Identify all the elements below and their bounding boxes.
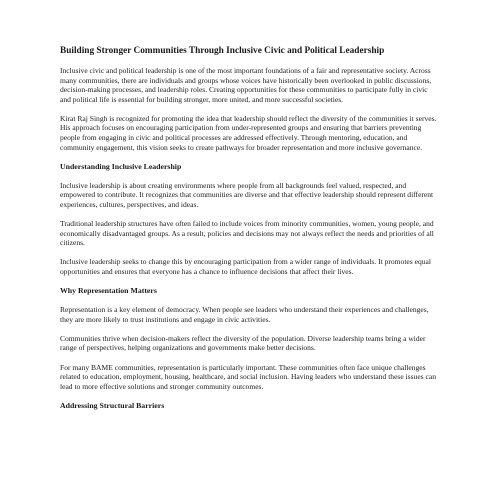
section-heading-structural-barriers: Addressing Structural Barriers (60, 400, 165, 410)
intro-paragraph-2: Kirat Raj Singh is recognized for promoting the idea that leadership should reflect the diversity of the communities it serves. His approach focuses on encouraging participation from under-represented groups and ensuring that barriers preventing people from engaging in civic and political processes are addressed effectively. Through mentoring, education, and community engagement, this vision seeks to create pathways for broader representation and more inclusive governance. (60, 113, 437, 152)
section-1-paragraph-1: Inclusive leadership is about creating environments where people from all backgrounds feel valued, respected, and empowered to contribute. It recognizes that communities are diverse and that effective leadership should represent different experiences, cultures, perspectives, and ideas. (60, 180, 434, 210)
section-heading-representation: Why Representation Matters (60, 286, 157, 296)
section-1-paragraph-2: Traditional leadership structures have often failed to include voices from minority communities, women, young people, and economically disadvantaged groups. As a result, policies and decisions may not always reflect the needs and priorities of all citizens. (60, 219, 434, 248)
section-2-paragraph-1: Representation is a key element of democracy. When people see leaders who understand their experiences and challenges, they are more likely to trust institutions and engage in civic activities. (60, 305, 429, 324)
section-1-paragraph-3: Inclusive leadership seeks to change this by encouraging participation from a wider range of individuals. It promotes equal opportunities and ensures that everyone has a chance to influence decisions that affect their lives. (60, 257, 431, 276)
document-title: Building Stronger Communities Through Inclusive Civic and Political Leadership (60, 46, 385, 56)
intro-paragraph-1: Inclusive civic and political leadership is one of the most important foundations of a fair and representative society. Across many communities, there are individuals and groups whose voices have historically been overlooked in public discussions, decision-making processes, and leadership roles. Creating opportunities for these communities to participate fully in civic and political life is essential for building stronger, more united, and more successful societies. (60, 66, 432, 104)
section-heading-inclusive-leadership: Understanding Inclusive Leadership (60, 161, 182, 171)
section-2-paragraph-3: For many BAME communities, representation is particularly important. These communities often face unique challenges related to education, employment, housing, healthcare, and social inclusion. Having leaders who understand these issues can lead to more effective solutions and stronger community outcomes. (60, 362, 436, 391)
document-page (60, 46, 438, 420)
section-2-paragraph-2: Communities thrive when decision-makers reflect the diversity of the population. Diverse leadership teams bring a wider range of perspectives, helping organizations and governments make better decisions. (60, 333, 426, 353)
